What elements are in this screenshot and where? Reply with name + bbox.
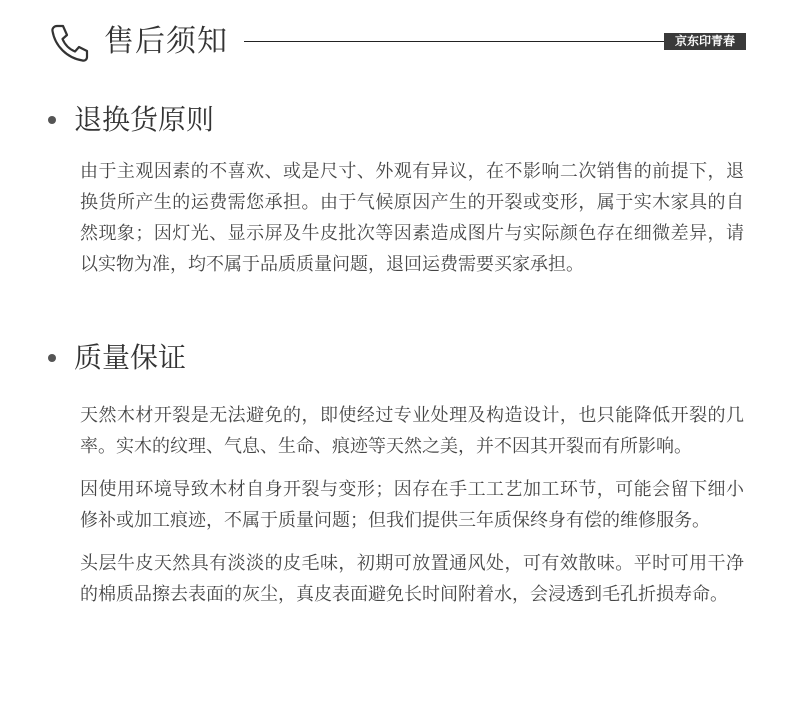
section-paragraph: 由于主观因素的不喜欢、或是尺寸、外观有异议，在不影响二次销售的前提下，退换货所产生的运费需您承担。由于气候原因产生的开裂或变形，属于实木家具的自然现象；因灯光、显示屏及牛皮批次等因素造成图片与实际颜色存在细微差异，请以实物为准，均不属于品质质量问题，退回运费需要买家承担。 <box>80 161 744 275</box>
bullet-dot-icon <box>48 116 56 124</box>
section-heading <box>46 338 746 378</box>
section-heading <box>46 100 746 140</box>
section-paragraph: 天然木材开裂是无法避免的，即使经过专业处理及构造设计，也只能降低开裂的几率。实木的纹理、气息、生命、痕迹等天然之美，并不因其开裂而有所影响。 <box>80 405 744 457</box>
section-paragraph: 因使用环境导致木材自身开裂与变形；因存在手工工艺加工环节，可能会留下细小修补或加工痕迹，不属于质量问题；但我们提供三年质保终身有偿的维修服务。 <box>80 479 744 531</box>
header-divider <box>244 41 664 42</box>
section-title: 退换货原则 <box>74 103 215 136</box>
section-quality-guarantee <box>46 338 746 610</box>
header-title: 售后须知 <box>104 24 228 59</box>
section-return-policy <box>46 100 746 280</box>
brand-badge: 京东印青春 <box>664 33 746 50</box>
phone-icon <box>48 22 90 64</box>
bullet-dot-icon <box>48 354 56 362</box>
after-sales-header <box>48 20 748 64</box>
section-title: 质量保证 <box>74 341 187 374</box>
section-paragraph: 头层牛皮天然具有淡淡的皮毛味，初期可放置通风处，可有效散味。平时可用干净的棉质品擦去表面的灰尘，真皮表面避免长时间附着水，会浸透到毛孔折损寿命。 <box>80 553 744 605</box>
